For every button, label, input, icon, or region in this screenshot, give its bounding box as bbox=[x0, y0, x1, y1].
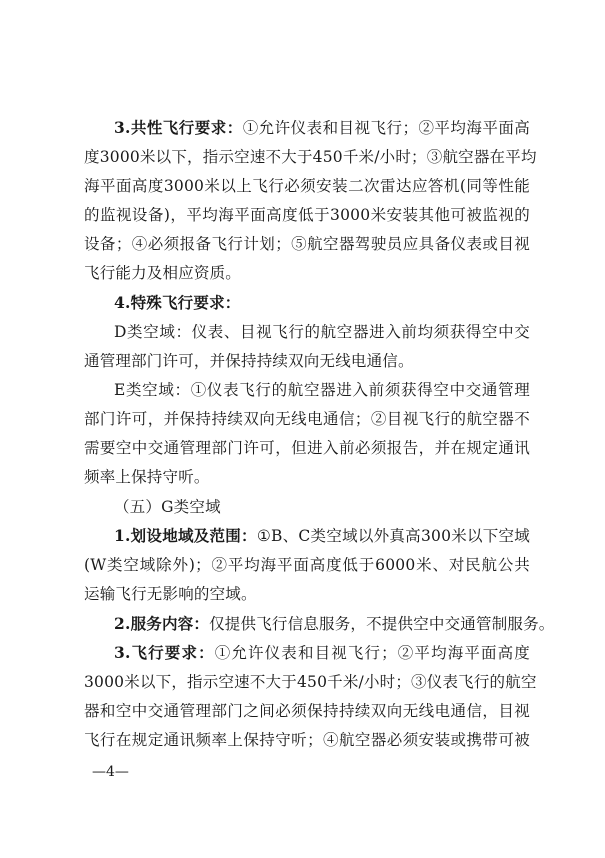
para2-heading: 4.特殊飞行要求： bbox=[114, 293, 241, 312]
para7-text: 仅提供飞行信息服务，不提供空中交通管制服务。 bbox=[209, 615, 555, 633]
para4-line-3: 需要空中交通管理部门许可，但进入前必须报告，并在规定通讯 bbox=[84, 439, 530, 457]
para8-line-1 bbox=[114, 643, 530, 663]
para3-line-2: 通管理部门许可，并保持持续双向无线电通信。 bbox=[84, 352, 414, 370]
section5-heading: （五）G类空域 bbox=[114, 498, 221, 516]
para1-line-1-text: ①允许仪表和目视飞行；②平均海平面高 bbox=[242, 119, 531, 137]
para1-line-1 bbox=[114, 118, 530, 138]
para1-line-3: 海平面高度3000米以上飞行必须安装二次雷达应答机(同等性能 bbox=[84, 177, 530, 195]
para1-line-5: 设备；④必须报备飞行计划；⑤航空器驾驶员应具备仪表或目视 bbox=[84, 235, 530, 253]
para8-line-2: 3000米以下，指示空速不大于450千米/小时；③仪表飞行的航空 bbox=[84, 673, 537, 691]
para8-line-3: 器和空中交通管理部门之间必须保持持续双向无线电通信，目视 bbox=[84, 702, 530, 720]
para6-line-3: 运输飞行无影响的空域。 bbox=[84, 585, 257, 603]
para1-line-6: 飞行能力及相应资质。 bbox=[84, 264, 242, 282]
para8-line-1-text: ①允许仪表和目视飞行；②平均海平面高度 bbox=[214, 644, 530, 662]
para1-line-4: 的监视设备)，平均海平面高度低于3000米安装其他可被监视的 bbox=[84, 206, 530, 224]
para8-line-4: 飞行在规定通讯频率上保持守听；④航空器必须安装或携带可被 bbox=[84, 731, 530, 749]
para3-line-1: D类空域：仪表、目视飞行的航空器进入前均须获得空中交 bbox=[114, 323, 530, 341]
para6-line-1 bbox=[114, 526, 530, 546]
para2-heading-line bbox=[114, 293, 530, 313]
para1-heading: 3.共性飞行要求： bbox=[114, 118, 243, 137]
para4-line-1: E类空域：①仪表飞行的航空器进入前须获得空中交通管理 bbox=[114, 381, 530, 399]
para6-line-2: (W类空域除外)；②平均海平面高度低于6000米、对民航公共 bbox=[84, 556, 530, 574]
para7-line-1 bbox=[114, 614, 555, 634]
para6-line-1-text: ①B、C类空域以外真高300米以下空域 bbox=[256, 527, 530, 545]
para4-line-2: 部门许可，并保持持续双向无线电通信；②目视飞行的航空器不 bbox=[84, 410, 530, 428]
para8-heading: 3.飞行要求： bbox=[114, 643, 215, 662]
para1-line-2: 度3000米以下，指示空速不大于450千米/小时；③航空器在平均 bbox=[84, 148, 537, 166]
page-number: —4— bbox=[92, 764, 129, 780]
para6-heading: 1.划设地域及范围： bbox=[114, 526, 257, 545]
para4-line-4: 频率上保持守听。 bbox=[84, 468, 210, 486]
para7-heading: 2.服务内容： bbox=[114, 614, 210, 633]
